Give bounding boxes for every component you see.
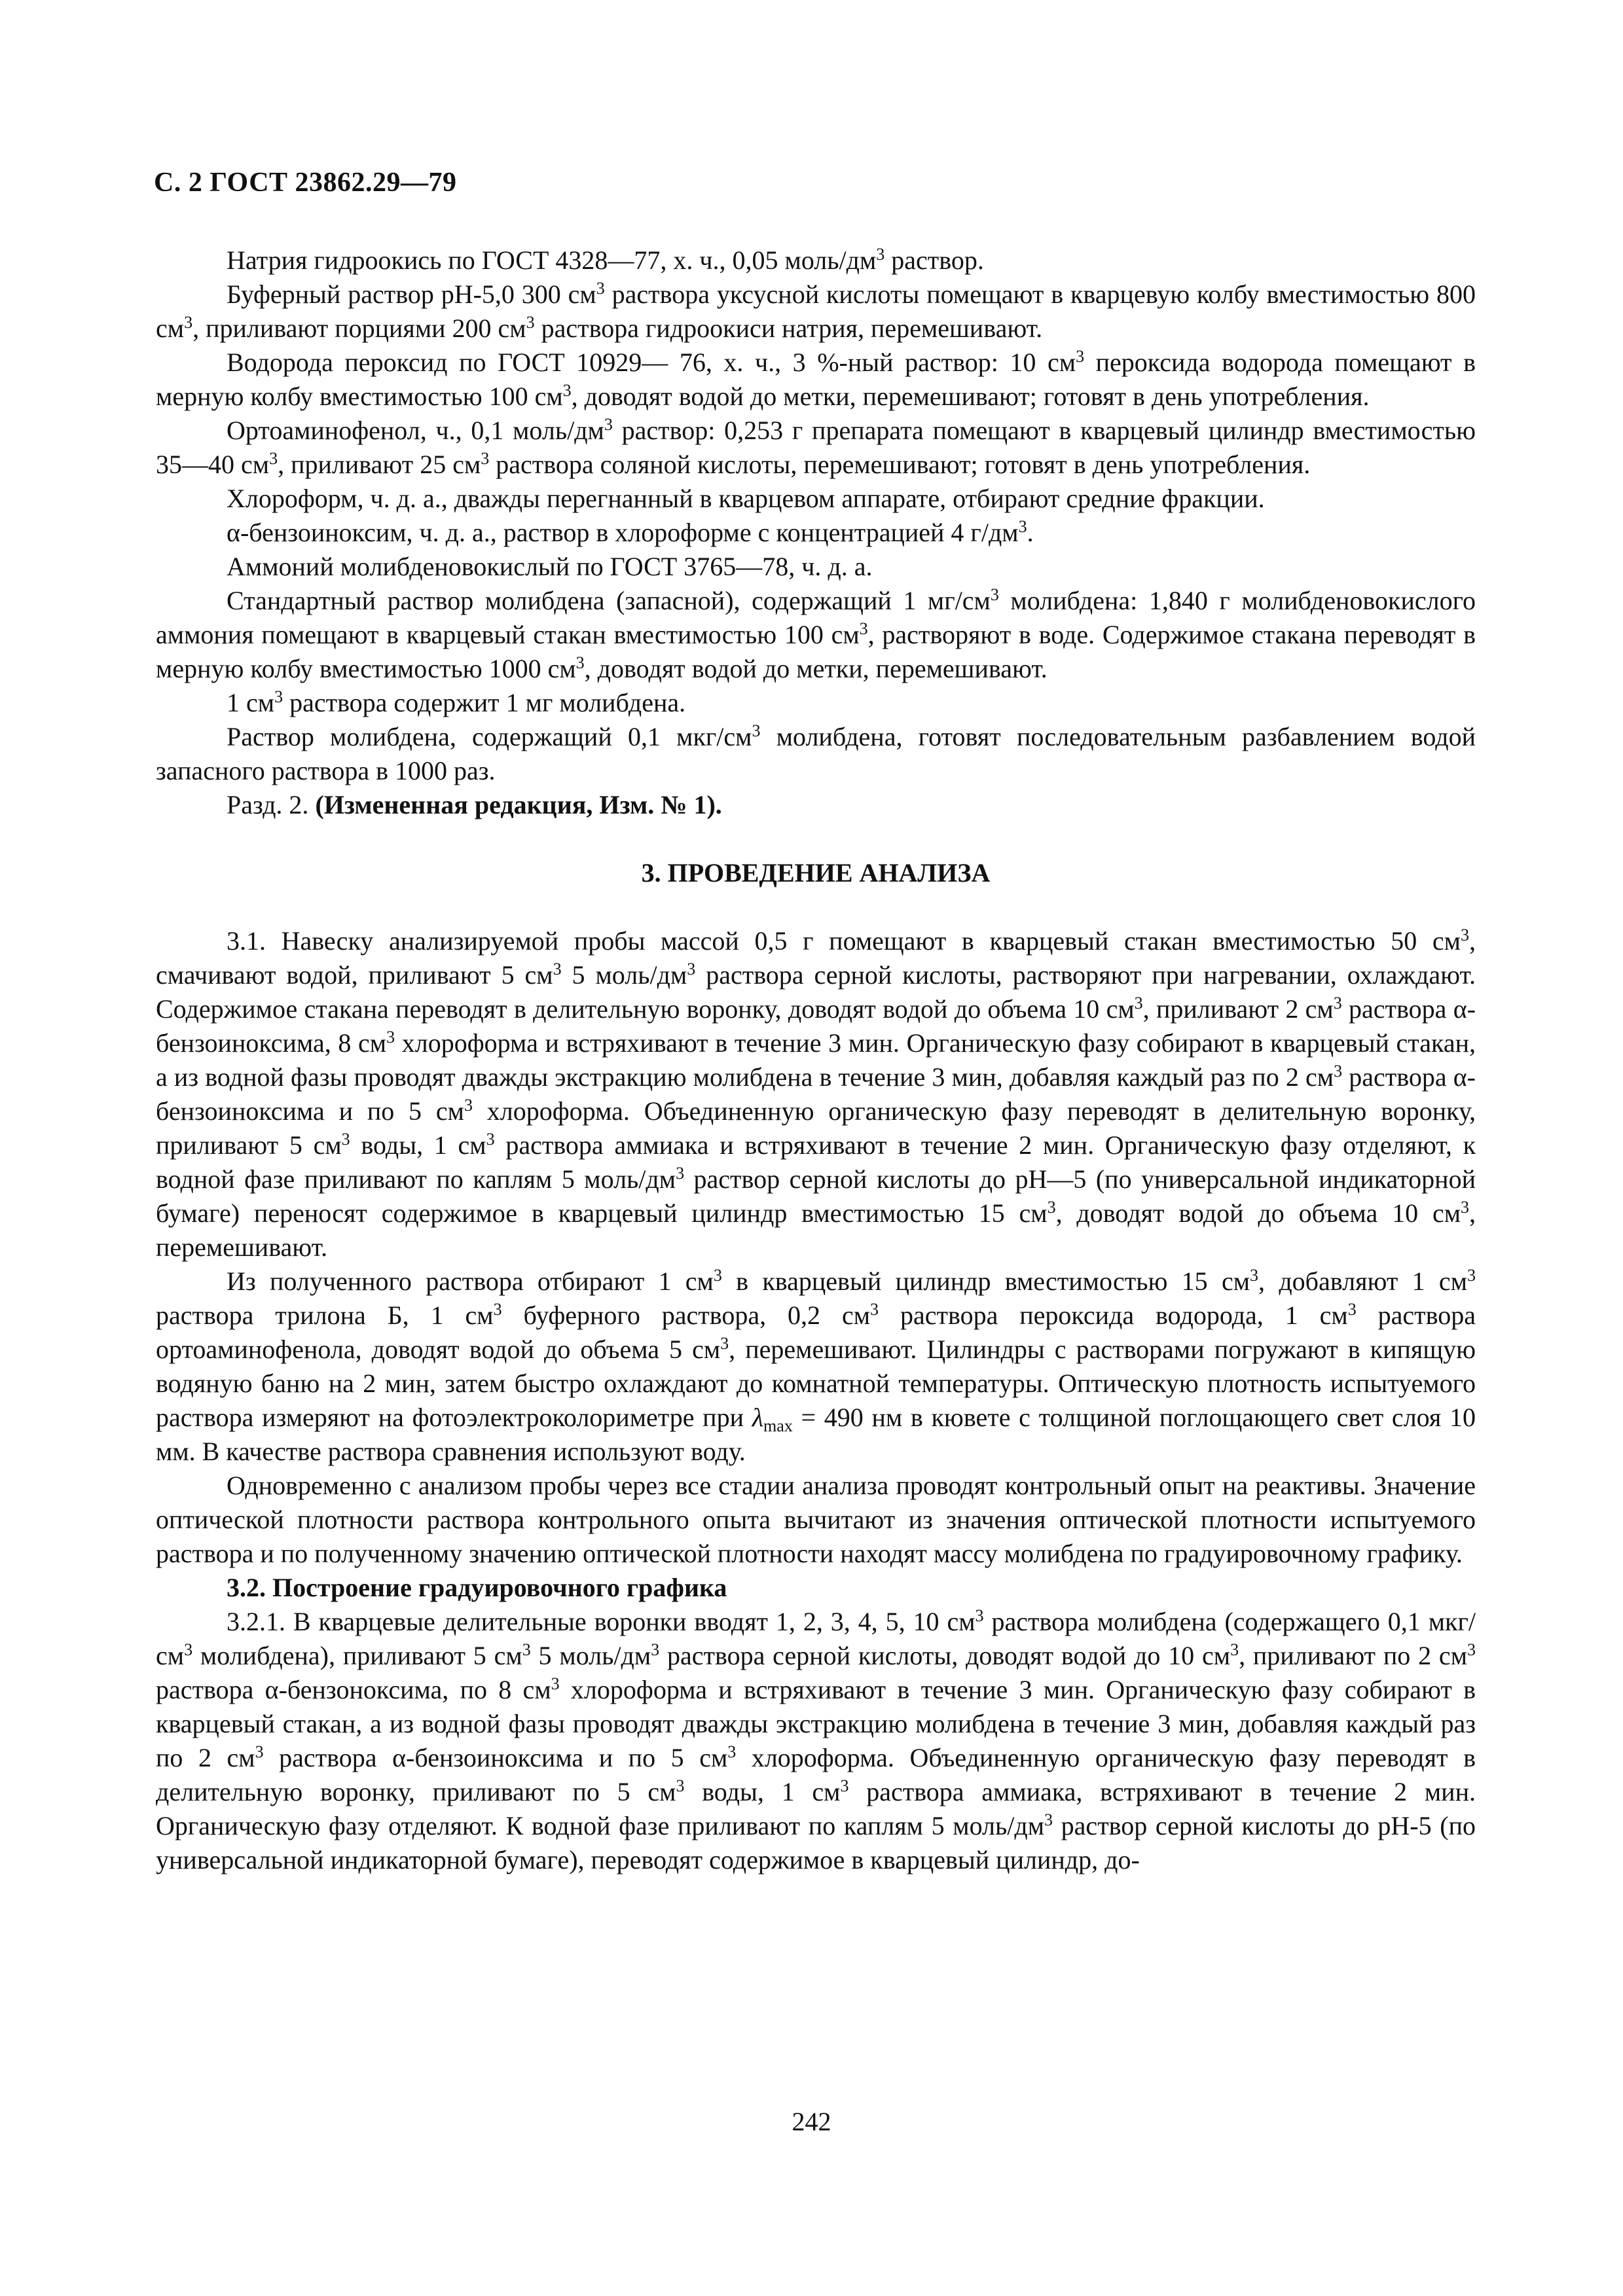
reagent-hydrogen-peroxide: Водорода пероксид по ГОСТ 10929— 76, х. ч., 3 %-ный раствор: 10 $см^3$ пероксида водорода помещают в мерную колбу вместимостью 100 $см^3$, доводят водой до метки, перемешивают; готовят в день употребления. [156,347,1476,411]
revision-note: Разд. 2. (Измененная редакция, Изм. № 1). [227,790,722,819]
reagent-concentration-note: 1 $см^3$ раствора содержит 1 мг молибдена. [227,687,686,717]
reagent-buffer-solution: Буферный раствор рН-5,0 300 $см^3$ раствора уксусной кислоты помещают в кварцевую колбу вместимостью 800 $см^3$, приливают порциями 200 $см^3$ раствора гидроокиси натрия, перемешивают. [156,279,1476,343]
reagent-orthoaminophenol: Ортоаминофенол, ч., 0,1 моль/$дм^3$ раствор: 0,253 г препарата помещают в кварцевый цилиндр вместимостью 35—40 $см^3$, приливают 25 $см^3$ раствора соляной кислоты, перемешивают; готовят в день употребления. [156,415,1476,479]
paragraph-3-1-measurement: Из полученного раствора отбирают 1 $см^3$ в кварцевый цилиндр вместимостью 15 $см^3$, добавляют 1 $см^3$ раствора трилона Б, 1 $см^3$ буферного раствора, 0,2 $см^3$ раствора пероксида водорода, 1 $см^3$ раствора ортоаминофенола, доводят водой до объема 5 $см^3$, перемешивают. Цилиндры с растворами погружают в кипящую водяную баню на 2 мин, затем быстро охлаждают до комнатной температуры. Оптическую плотность испытуемого раствора измеряют на фотоэлектроколориметре при $\lambda_{max} = 490$ нм в кювете с толщиной поглощающего свет слоя 10 мм. В качестве раствора сравнения используют воду. [156,1266,1476,1466]
reagent-chloroform: Хлороформ, ч. д. а., дважды перегнанный в кварцевом аппарате, отбирают средние фракции. [227,484,1265,513]
reagent-ammonium-molybdate: Аммоний молибденовокислый по ГОСТ 3765—78, ч. д. а. [227,552,873,581]
reagent-standard-molybdenum: Стандартный раствор молибдена (запасной), содержащий 1 $мг/см^3$ молибдена: 1,840 г молибденовокислого аммония помещают в кварцевый стакан вместимостью 100 $см^3$, растворяют в воде. Содержимое стакана переводят в мерную колбу вместимостью 1000 $см^3$, доводят водой до метки, перемешивают. [156,585,1476,683]
reagent-dilute-molybdenum: Раствор молибдена, содержащий 0,1 мкг/$см^3$ молибдена, готовят последовательным разбавлением водой запасного раствора в 1000 раз. [156,721,1476,785]
section-heading: 3. ПРОВЕДЕНИЕ АНАЛИЗА [641,858,991,888]
paragraph-3-1: 3.1. Навеску анализируемой пробы массой 0,5 г помещают в кварцевый стакан вместимостью 50 $см^3$, смачивают водой, приливают 5 $см^3$ 5 моль/$дм^3$ раствора серной кислоты, растворяют при нагревании, охлаждают. Содержимое стакана переводят в делительную воронку, доводят водой до объема 10 $см^3$, приливают 2 $см^3$ раствора α-бензоиноксима, 8 $см^3$ хлороформа и встряхивают в течение 3 мин. Органическую фазу собирают в кварцевый стакан, а из водной фазы проводят дважды экстракцию молибдена в течение 3 мин, добавляя каждый раз по 2 $см^3$ раствора α-бензоиноксима и по 5 $см^3$ хлороформа. Объединенную органическую фазу переводят в делительную воронку, приливают 5 $см^3$ воды, 1 $см^3$ раствора аммиака и встряхивают в течение 2 мин. Органическую фазу отделяют, к водной фазе приливают по каплям 5 моль/$дм^3$ раствор серной кислоты до рН—5 (по универсальной индикаторной бумаге) переносят содержимое в кварцевый цилиндр вместимостью 15 $см^3$, доводят водой до объема 10 $см^3$, перемешивают. [156,925,1476,1262]
reagent-sodium-hydroxide: Натрия гидроокись по ГОСТ 4328—77, х. ч., 0,05 моль/$дм^3$ раствор. [227,245,984,275]
paragraph-3-2-1: 3.2.1. В кварцевые делительные воронки вводят 1, 2, 3, 4, 5, 10 $см^3$ раствора молибдена (содержащего 0,1 мкг/$см^3$ молибдена), приливают 5 $см^3$ 5 моль/$дм^3$ раствора серной кислоты, доводят водой до 10 $см^3$, приливают по 2 $см^3$ раствора α-бензоноксима, по 8 $см^3$ хлороформа и встряхивают в течение 3 мин. Органическую фазу собирают в кварцевый стакан, а из водной фазы проводят дважды экстракцию молибдена в течение 3 мин, добавляя каждый раз по 2 $см^3$ раствора α-бензоиноксима и по 5 $см^3$ хлороформа. Объединенную органическую фазу переводят в делительную воронку, приливают по 5 $см^3$ воды, 1 $см^3$ раствора аммиака, встряхивают в течение 2 мин. Органическую фазу отделяют. К водной фазе приливают по каплям 5 моль/$дм^3$ раствор серной кислоты до рН-5 (по универсальной индикаторной бумаге), переводят содержимое в кварцевый цилиндр, до- [156,1606,1476,1874]
document-body [156,243,1476,1877]
page-number: 242 [792,2107,831,2136]
reagent-benzoinoxime: α-бензоиноксим, ч. д. а., раствор в хлороформе с концентрацией 4 $г/дм^3$. [227,517,1034,547]
paragraph-3-1-control: Одновременно с анализом пробы через все стадии анализа проводят контрольный опыт на реактивы. Значение оптической плотности раствора контрольного опыта вычитают из значения оптической плотности испытуемого раствора и по полученному значению оптической плотности находят массу молибдена по градуировочному графику. [156,1471,1476,1568]
subsection-heading: 3.2. Построение градуировочного графика [227,1573,727,1602]
page-header: С. 2 ГОСТ 23862.29—79 [154,168,457,198]
